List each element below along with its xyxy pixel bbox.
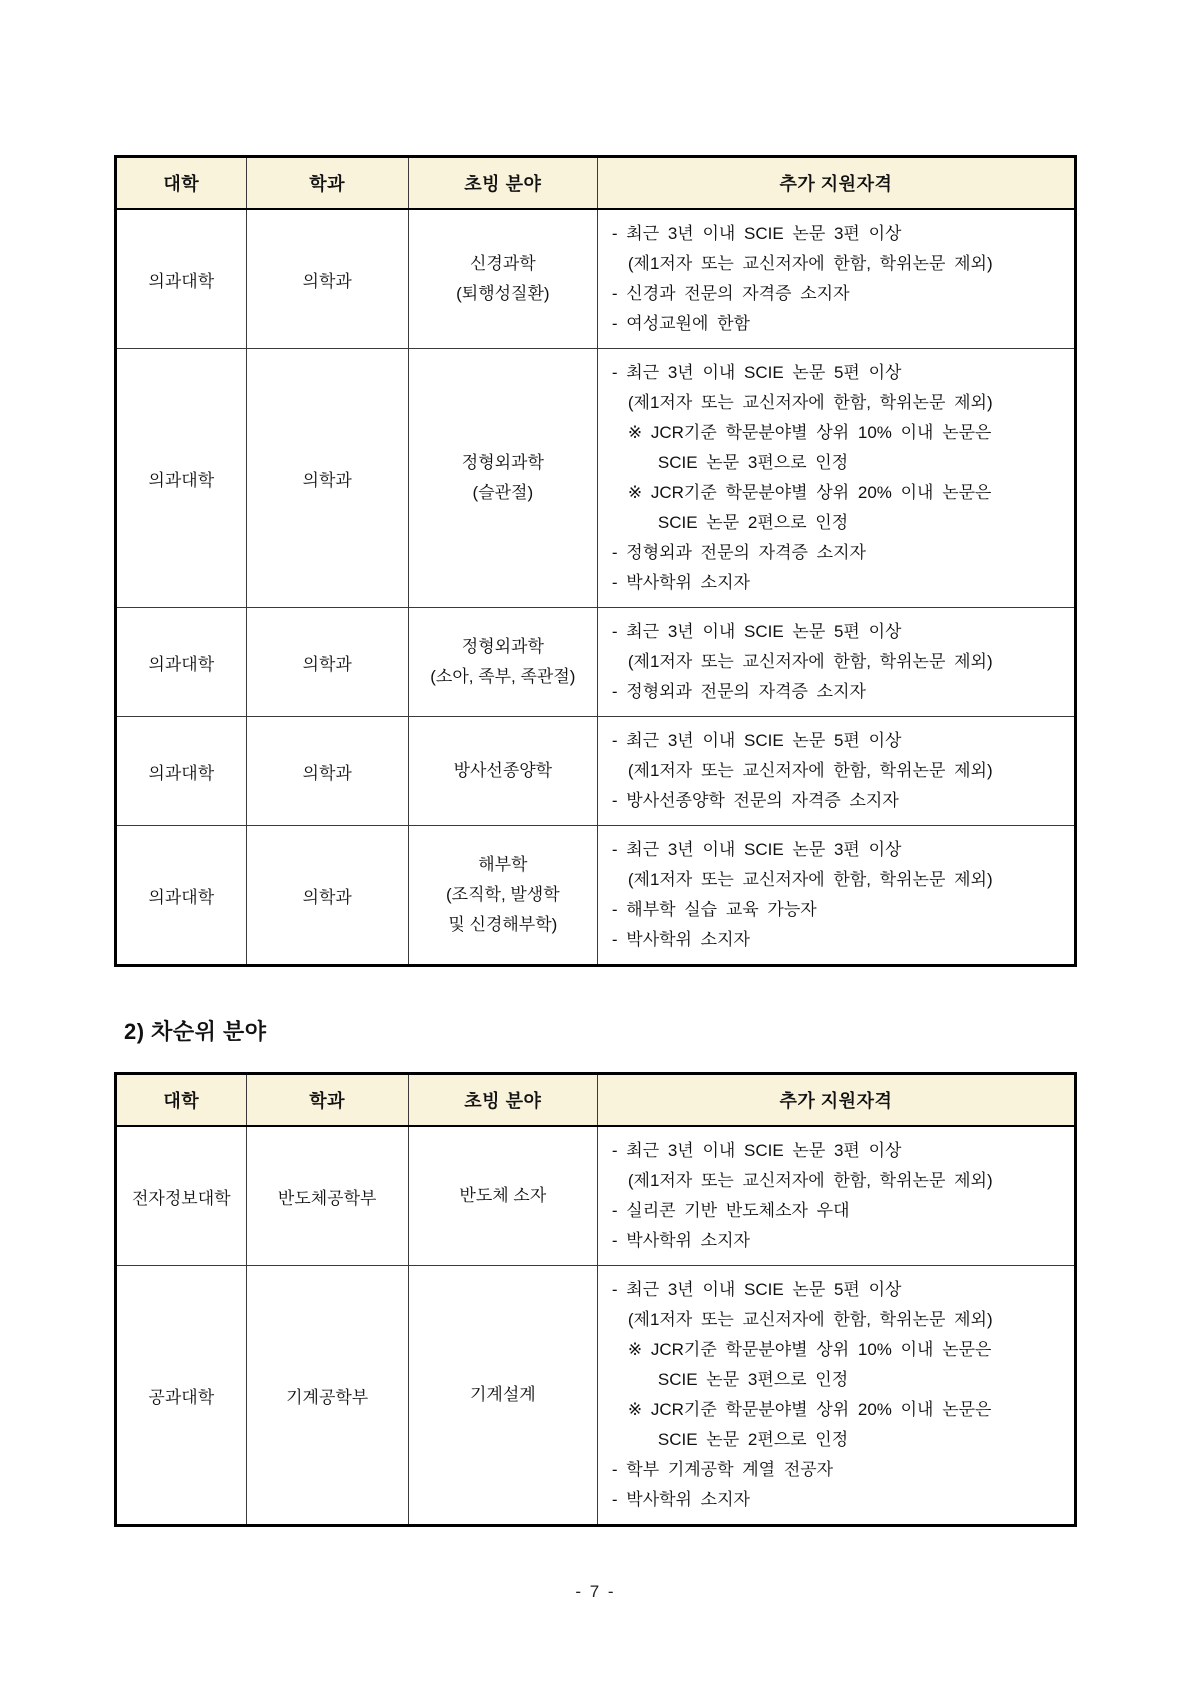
college-cell: 의과대학 bbox=[116, 608, 247, 717]
qualification-line: - 학부 기계공학 계열 전공자 bbox=[611, 1460, 834, 1479]
table1-header-row bbox=[116, 157, 1076, 210]
qualification-line: - 신경과 전문의 자격증 소지자 bbox=[611, 284, 850, 303]
field-line: 해부학 bbox=[478, 855, 528, 874]
qualification-line: - 실리콘 기반 반도체소자 우대 bbox=[611, 1201, 850, 1220]
qualification-line: (제1저자 또는 교신저자에 한함, 학위논문 제외) bbox=[627, 393, 993, 412]
qualifications-cell bbox=[597, 717, 1075, 826]
table-row bbox=[116, 1126, 1076, 1266]
qualification-line: - 정형외과 전문의 자격증 소지자 bbox=[611, 543, 866, 562]
section-heading: 2) 차순위 분야 bbox=[124, 1019, 267, 1044]
qualification-line: ※ JCR기준 학문분야별 상위 10% 이내 논문은 bbox=[627, 1340, 992, 1359]
qualification-line: - 최근 3년 이내 SCIE 논문 5편 이상 bbox=[611, 1280, 902, 1299]
column-header-field: 초빙 분야 bbox=[408, 1074, 597, 1127]
department-cell: 반도체공학부 bbox=[246, 1126, 408, 1266]
column-header-department: 학과 bbox=[246, 1074, 408, 1127]
college-cell: 의과대학 bbox=[116, 209, 247, 349]
qualification-line: - 최근 3년 이내 SCIE 논문 5편 이상 bbox=[611, 731, 902, 750]
field-cell bbox=[408, 717, 597, 826]
table-row bbox=[116, 717, 1076, 826]
college-cell: 전자정보대학 bbox=[116, 1126, 247, 1266]
column-header-qualifications: 추가 지원자격 bbox=[597, 157, 1075, 210]
qualification-line: (제1저자 또는 교신저자에 한함, 학위논문 제외) bbox=[627, 761, 993, 780]
field-line: 정형외과학 bbox=[461, 453, 544, 472]
page-number: - 7 - bbox=[575, 1582, 616, 1601]
field-line: 방사선종양학 bbox=[453, 761, 553, 780]
department-cell: 기계공학부 bbox=[246, 1266, 408, 1526]
qualification-line: SCIE 논문 2편으로 인정 bbox=[657, 513, 849, 532]
qualification-line: (제1저자 또는 교신저자에 한함, 학위논문 제외) bbox=[627, 1310, 993, 1329]
qualification-line: ※ JCR기준 학문분야별 상위 20% 이내 논문은 bbox=[627, 483, 992, 502]
department-cell: 의학과 bbox=[246, 608, 408, 717]
qualification-line: - 최근 3년 이내 SCIE 논문 3편 이상 bbox=[611, 840, 902, 859]
qualification-line: - 최근 3년 이내 SCIE 논문 5편 이상 bbox=[611, 622, 902, 641]
column-header-qualifications: 추가 지원자격 bbox=[597, 1074, 1075, 1127]
page-content bbox=[114, 155, 1077, 1602]
column-header-college: 대학 bbox=[116, 1074, 247, 1127]
field-line: (퇴행성질환) bbox=[456, 284, 550, 303]
second-priority-table bbox=[114, 1072, 1077, 1527]
qualification-line: ※ JCR기준 학문분야별 상위 10% 이내 논문은 bbox=[627, 423, 992, 442]
field-cell bbox=[408, 826, 597, 966]
department-cell: 의학과 bbox=[246, 349, 408, 608]
college-cell: 의과대학 bbox=[116, 349, 247, 608]
field-cell bbox=[408, 1266, 597, 1526]
field-cell bbox=[408, 608, 597, 717]
qualification-line: - 박사학위 소지자 bbox=[611, 1231, 750, 1250]
field-line: 및 신경해부학) bbox=[448, 915, 558, 934]
field-cell bbox=[408, 209, 597, 349]
college-cell: 공과대학 bbox=[116, 1266, 247, 1526]
qualification-line: (제1저자 또는 교신저자에 한함, 학위논문 제외) bbox=[627, 1171, 993, 1190]
field-cell bbox=[408, 1126, 597, 1266]
college-cell: 의과대학 bbox=[116, 826, 247, 966]
qualifications-cell bbox=[597, 349, 1075, 608]
qualification-line: - 방사선종양학 전문의 자격증 소지자 bbox=[611, 791, 899, 810]
qualification-line: (제1저자 또는 교신저자에 한함, 학위논문 제외) bbox=[627, 254, 993, 273]
qualification-line: SCIE 논문 3편으로 인정 bbox=[657, 453, 849, 472]
qualifications-cell bbox=[597, 826, 1075, 966]
qualification-line: - 박사학위 소지자 bbox=[611, 930, 750, 949]
qualification-line: SCIE 논문 2편으로 인정 bbox=[657, 1430, 849, 1449]
table-row bbox=[116, 349, 1076, 608]
field-line: 기계설계 bbox=[469, 1385, 536, 1404]
table-row bbox=[116, 209, 1076, 349]
qualification-line: - 정형외과 전문의 자격증 소지자 bbox=[611, 682, 866, 701]
table-row bbox=[116, 608, 1076, 717]
college-cell: 의과대학 bbox=[116, 717, 247, 826]
column-header-field: 초빙 분야 bbox=[408, 157, 597, 210]
qualifications-cell bbox=[597, 209, 1075, 349]
table-row bbox=[116, 826, 1076, 966]
department-cell: 의학과 bbox=[246, 826, 408, 966]
qualifications-cell bbox=[597, 1126, 1075, 1266]
column-header-college: 대학 bbox=[116, 157, 247, 210]
qualification-line: - 최근 3년 이내 SCIE 논문 3편 이상 bbox=[611, 224, 902, 243]
qualification-line: (제1저자 또는 교신저자에 한함, 학위논문 제외) bbox=[627, 870, 993, 889]
field-line: (조직학, 발생학 bbox=[446, 885, 560, 904]
qualifications-cell bbox=[597, 608, 1075, 717]
field-line: (슬관절) bbox=[472, 483, 534, 502]
qualification-line: ※ JCR기준 학문분야별 상위 20% 이내 논문은 bbox=[627, 1400, 992, 1419]
department-cell: 의학과 bbox=[246, 717, 408, 826]
qualification-line: - 박사학위 소지자 bbox=[611, 1490, 750, 1509]
column-header-department: 학과 bbox=[246, 157, 408, 210]
field-line: 반도체 소자 bbox=[459, 1186, 547, 1205]
qualifications-cell bbox=[597, 1266, 1075, 1526]
field-line: 신경과학 bbox=[469, 254, 536, 273]
qualification-line: SCIE 논문 3편으로 인정 bbox=[657, 1370, 849, 1389]
first-priority-table bbox=[114, 155, 1077, 967]
field-cell bbox=[408, 349, 597, 608]
field-line: 정형외과학 bbox=[461, 637, 544, 656]
department-cell: 의학과 bbox=[246, 209, 408, 349]
qualification-line: - 여성교원에 한함 bbox=[611, 314, 750, 333]
table2-header-row bbox=[116, 1074, 1076, 1127]
table-row bbox=[116, 1266, 1076, 1526]
field-line: (소아, 족부, 족관절) bbox=[430, 667, 576, 686]
qualification-line: - 최근 3년 이내 SCIE 논문 5편 이상 bbox=[611, 363, 902, 382]
qualification-line: - 해부학 실습 교육 가능자 bbox=[611, 900, 817, 919]
qualification-line: (제1저자 또는 교신저자에 한함, 학위논문 제외) bbox=[627, 652, 993, 671]
qualification-line: - 박사학위 소지자 bbox=[611, 573, 750, 592]
qualification-line: - 최근 3년 이내 SCIE 논문 3편 이상 bbox=[611, 1141, 902, 1160]
